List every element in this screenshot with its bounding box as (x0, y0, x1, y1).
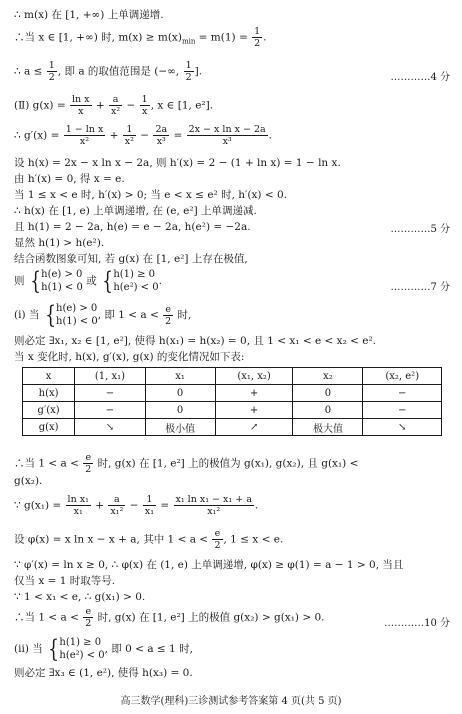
line-15: 则必定 ∃x₁, x₂ ∈ [1, e²], 使得 h(x₁) = h(x₂) = 0, 且 1 < x₁ < e < x₂ < e². (14, 335, 377, 347)
fraction: $\frac{1}{2}$ (254, 26, 261, 49)
fraction: $\frac{\text{ln x}}{x}$ (71, 94, 90, 117)
table-cell: (x₁, x₂) (215, 368, 293, 385)
line-14: (ⅰ) 当 {h(e) > 0 h(1) < 0, 即 1 < a < $\frac{e}{2}$ 时, (14, 301, 192, 329)
line-9: ∴ h(x) 在 [1, e) 上单调递增, 在 (e, e²] 上单调递减. (14, 205, 257, 217)
line-7: 由 h′(x) = 0, 得 x = e. (14, 173, 125, 185)
line-12: 结合函数图象可知, 若 g(x) 在 [1, e²] 上存在极值, (14, 253, 248, 265)
line-22: 仅当 x = 1 时取等号. (14, 575, 116, 587)
table-cell: g′(x) (23, 402, 75, 419)
table-cell: 0 (145, 385, 215, 402)
fraction: $\frac{1}{\text{x₁}}$ (144, 494, 155, 517)
table-row (23, 402, 442, 419)
table-cell: g(x) (23, 419, 75, 436)
fraction: $\frac{\text{1 − ln x}}{\text{x²}}$ (65, 124, 104, 147)
line-5: ∴ g′(x) = $\frac{\text{1 − ln x}}{\text{x²}}$ + $\frac{1}{\text{x²}}$ − $\frac{2a}{\text{x³}}$ = $\frac{\text{2x − x ln x − 2a}}{\text{x³}}$ . (14, 124, 273, 147)
increasing-arrow-icon: ↗ (215, 419, 293, 436)
table-cell: x₁ (145, 368, 215, 385)
line-13: 则 {h(e) > 0 h(1) < 0 或 {h(1) ≥ 0 h(e²) < 0. (14, 267, 162, 295)
line-19: ∵ g(x₁) = $\frac{\text{ln x₁}}{\text{x₁}}$ + $\frac{a}{\text{x₁²}}$ − $\frac{1}{\text{x₁}}$ = $\frac{\text{x₁ ln x₁ − x₁ + a}}{\text{x₁²}}$ . (14, 494, 259, 517)
line-18: g(x₂). (14, 475, 43, 487)
line-2: ∴当 x ∈ [1, +∞) 时, $m(x) \ge m(x)_{min} = m(1)$ = $\frac{1}{2}$ . (14, 26, 267, 49)
line-17: ∴当 1 < a < $\frac{e}{2}$ 时, g(x) 在 [1, e²] 上的极值为 g(x₁), g(x₂), 且 g(x₁) < (14, 452, 359, 475)
line-16: 当 x 变化时, h(x), g′(x), g(x) 的变化情况如下表: (14, 351, 245, 363)
condition-system: h(1) ≥ 0 h(e²) < 0 (59, 637, 105, 661)
line-6: 设 h(x) = 2x − x ln x − 2a, 则 h′(x) = 2 − (1 + ln x) = 1 − ln x. (14, 157, 341, 169)
table-row (23, 385, 442, 402)
fraction: $\frac{\text{ln x₁}}{\text{x₁}}$ (67, 494, 89, 517)
line-4: (Ⅱ) g(x) = $\frac{\text{ln x}}{x}$ + $\frac{a}{\text{x²}}$ − $\frac{1}{x}$ , x ∈ [1, e²]. (14, 94, 214, 117)
score-mark-5: …………5 分 (390, 224, 450, 235)
table-cell: 极大值 (293, 419, 363, 436)
line-1: ∴ m(x) 在 [1, +∞) 上单调递增. (14, 9, 164, 21)
table-cell: x₂ (293, 368, 363, 385)
brace: { (30, 267, 41, 295)
fraction: $\frac{1}{\text{x²}}$ (124, 124, 134, 147)
line-21: ∵ φ′(x) = ln x ≥ 0, ∴ φ(x) 在 (1, e) 上单调递增, φ(x) ≥ φ(1) = a − 1 > 0, 当且 (14, 559, 404, 571)
table-cell: h(x) (23, 385, 75, 402)
brace: { (45, 301, 56, 329)
score-mark-10: …………10 分 (384, 618, 450, 629)
table-cell: 0 (145, 402, 215, 419)
fraction: $\frac{\text{x₁ ln x₁ − x₁ + a}}{\text{x₁²}}$ (175, 494, 252, 517)
table-cell: − (363, 402, 442, 419)
fraction: $\frac{\text{2x − x ln x − 2a}}{\text{x³}}$ (188, 124, 266, 147)
decreasing-arrow-icon: ↘ (75, 419, 145, 436)
table-header-row (23, 368, 442, 385)
fraction: $\frac{e}{2}$ (165, 303, 172, 327)
table-cell: (x₂, e²) (363, 368, 442, 385)
fraction: $\frac{e}{2}$ (214, 528, 221, 551)
page-footer: 高三数学(理科)三诊测试参考答案第 4 页(共 5 页) (120, 696, 342, 707)
table-cell: + (215, 385, 293, 402)
table-cell: − (75, 385, 145, 402)
variation-table (22, 367, 442, 436)
table-cell: − (75, 402, 145, 419)
fraction: $\frac{e}{2}$ (85, 606, 92, 629)
fraction: $\frac{e}{2}$ (85, 452, 92, 475)
fraction: $\frac{a}{\text{x²}}$ (111, 94, 121, 117)
decreasing-arrow-icon: ↘ (363, 419, 442, 436)
fraction: $\frac{1}{2}$ (185, 60, 192, 83)
condition-system: h(e) > 0 h(1) < 0 (41, 269, 83, 293)
table-cell: (1, x₁) (75, 368, 145, 385)
table-cell: − (363, 385, 442, 402)
line-11: 显然 h(1) > h(e²). (14, 237, 105, 249)
line-23: ∵ 1 < x₁ < e, ∴ g(x₁) > 0. (14, 591, 146, 603)
line-3: ∴ a ≤ $\frac{1}{2}$ , 即 a 的取值范围是 (−∞, $\frac{1}{2}$ ]. (14, 60, 203, 83)
table-cell: + (215, 402, 293, 419)
table-cell: x (23, 368, 75, 385)
table-cell: 0 (293, 385, 363, 402)
line-20: 设 φ(x) = x ln x − x + a, 其中 1 < a < $\frac{e}{2}$ , 1 ≤ x < e. (14, 528, 284, 551)
fraction: $\frac{a}{\text{x₁²}}$ (110, 494, 124, 517)
table-cell: 极小值 (145, 419, 215, 436)
brace: { (102, 267, 114, 295)
fraction: $\frac{1}{x}$ (141, 94, 148, 117)
line-24: ∴当 1 < a < $\frac{e}{2}$ 时, g(x) 在 [1, e²] 上的极值 g(x₂) > g(x₁) > 0. (14, 606, 325, 629)
brace: { (48, 635, 60, 663)
fraction: $\frac{1}{2}$ (48, 60, 55, 83)
score-mark-4: …………4 分 (390, 72, 450, 83)
line-8: 当 1 ≤ x < e 时, h′(x) > 0; 当 e < x ≤ e² 时, h′(x) < 0. (14, 189, 288, 201)
score-mark-7: …………7 分 (390, 282, 450, 293)
fraction: $\frac{2a}{\text{x³}}$ (155, 124, 168, 147)
line-25: (ⅱ) 当 {h(1) ≥ 0 h(e²) < 0, 即 0 < a ≤ 1 时, (14, 635, 193, 663)
line-26: 则必定 ∃x₃ ∈ (1, e²), 使得 h(x₃) = 0. (14, 667, 193, 679)
table-row (23, 419, 442, 436)
line-10: 且 h(1) = 2 − 2a, h(e) = e − 2a, h(e²) = −2a. (14, 221, 251, 233)
table-cell: 0 (293, 402, 363, 419)
condition-system: h(e) > 0 h(1) < 0 (56, 303, 98, 327)
condition-system: h(1) ≥ 0 h(e²) < 0 (113, 269, 159, 293)
